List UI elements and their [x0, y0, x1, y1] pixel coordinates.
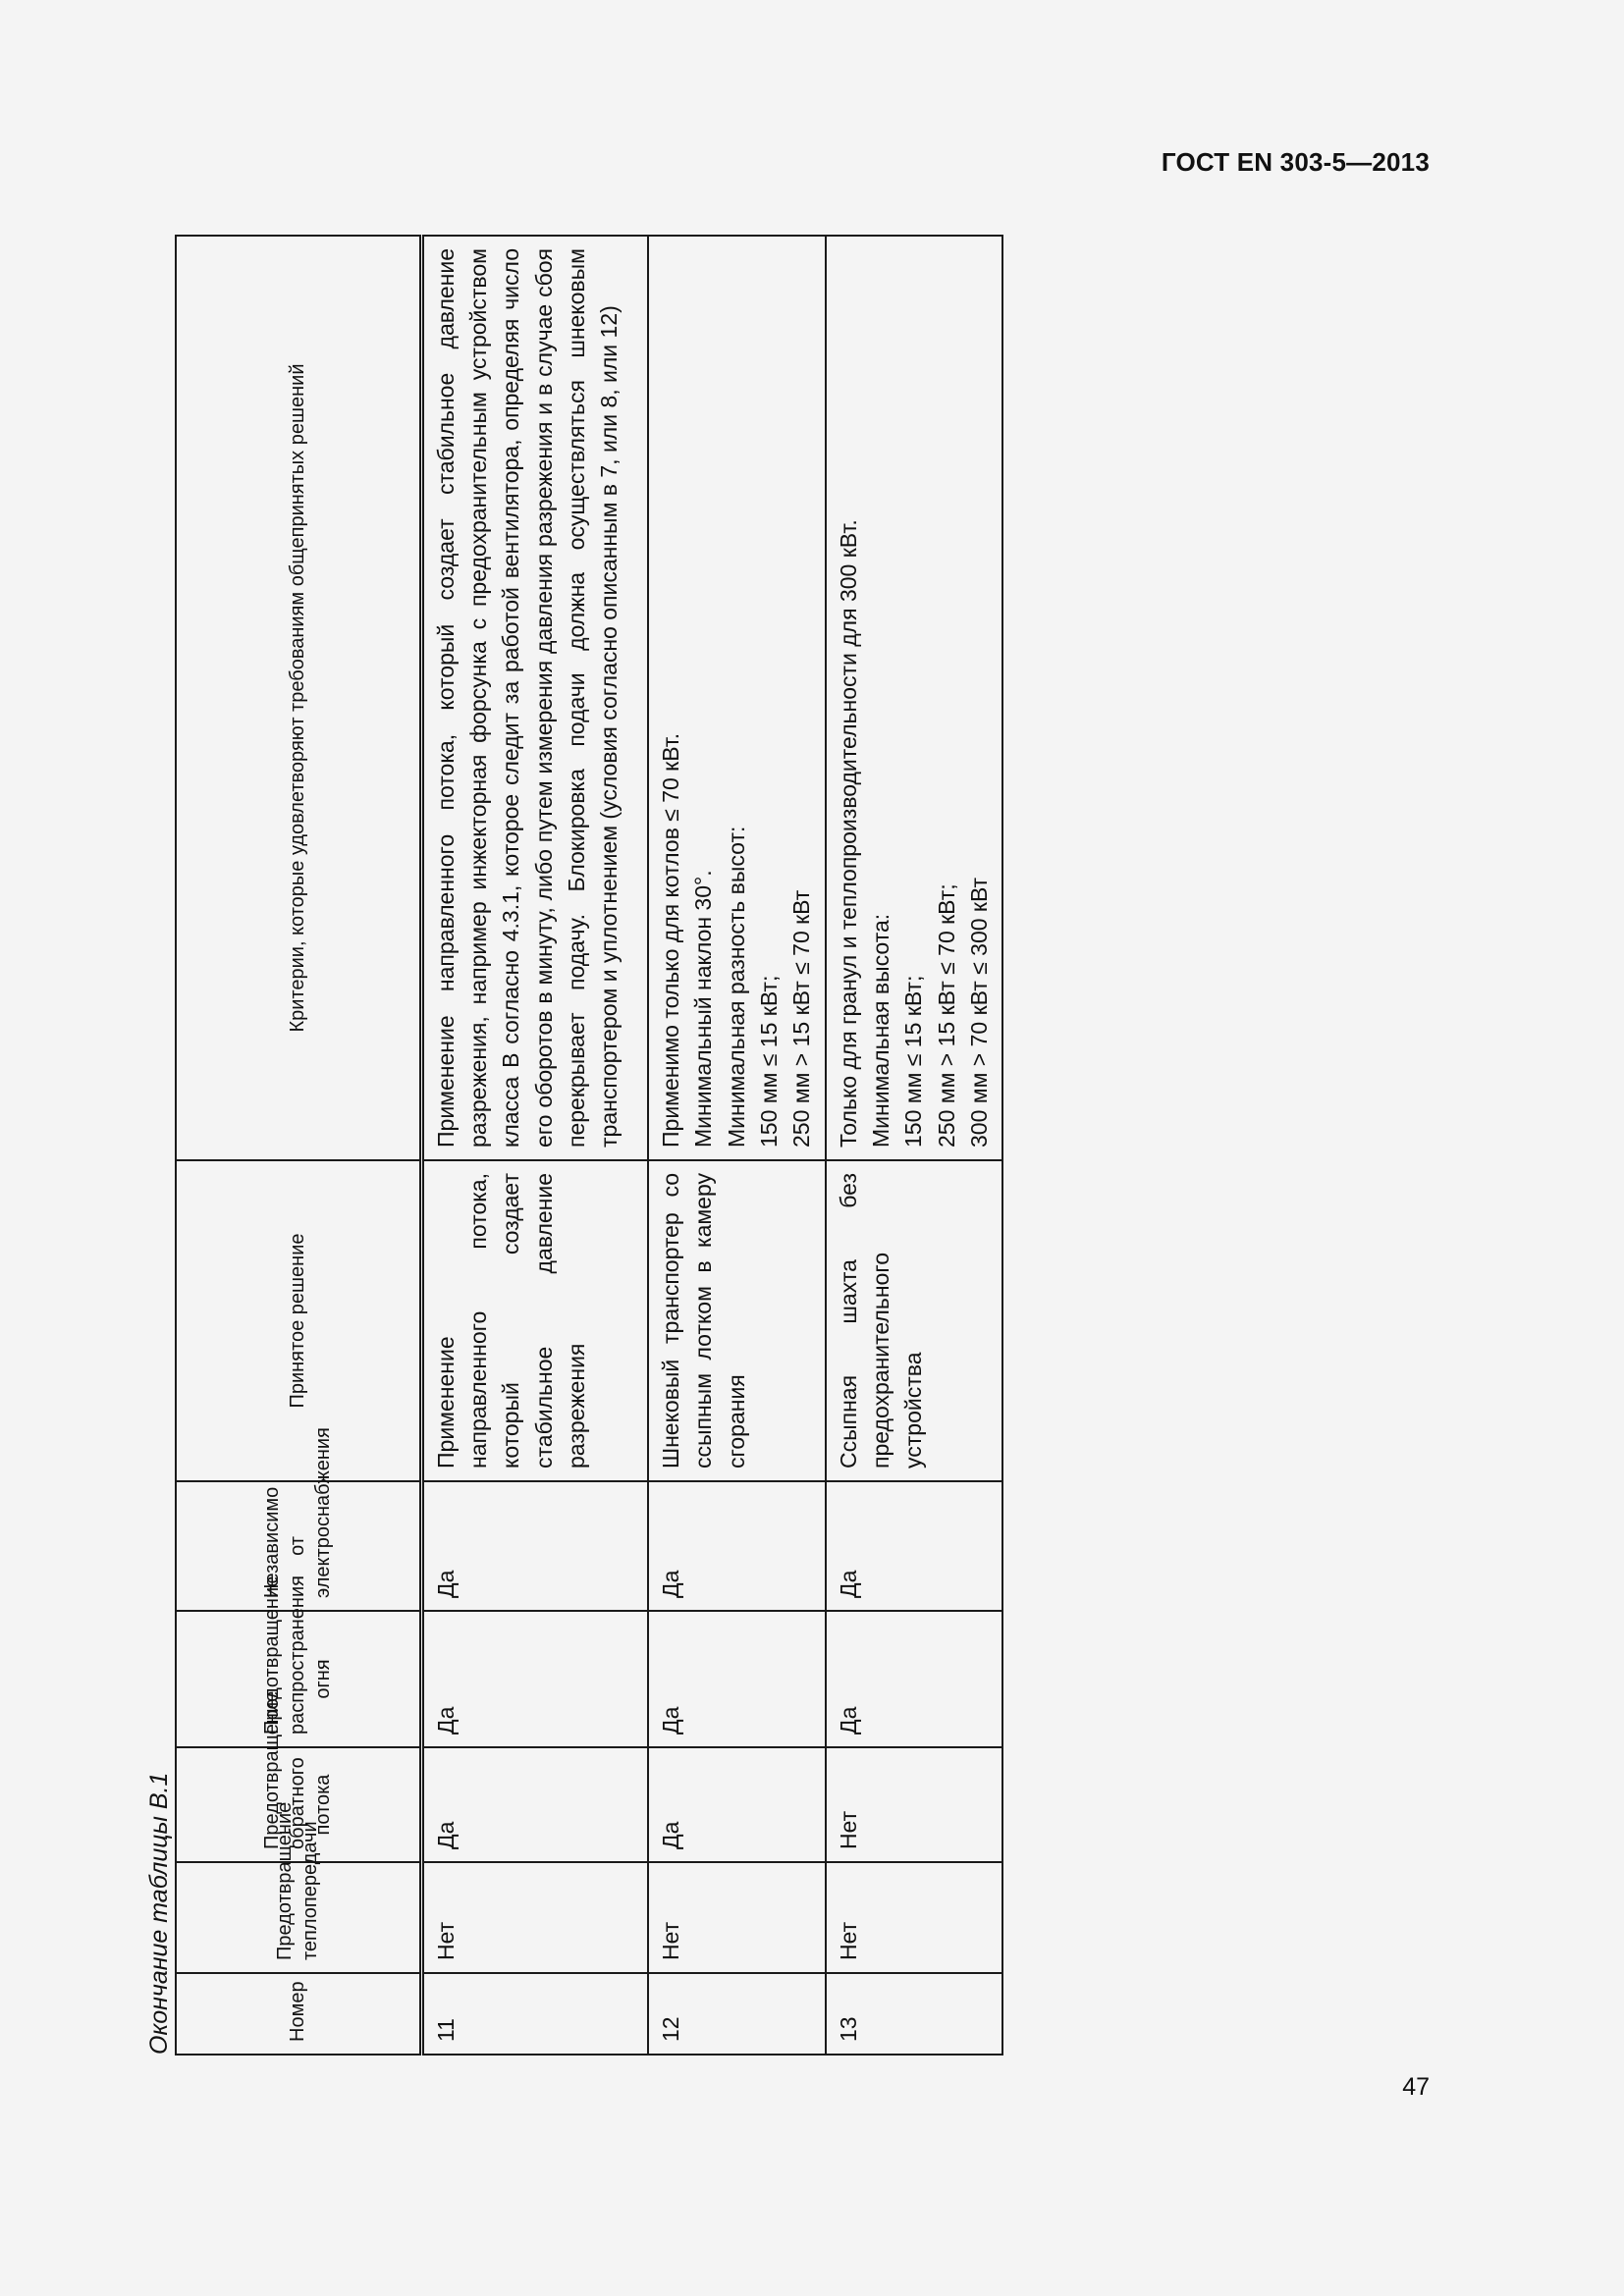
- cell-number: 11: [421, 1973, 648, 2055]
- cell-backflow: Да: [648, 1747, 826, 1862]
- criteria-line: 250 мм > 15 кВт ≤ 70 кВт;: [933, 883, 959, 1148]
- cell-heat-transfer: Нет: [421, 1862, 648, 1973]
- header-backflow: Предотвращение обратного потока: [176, 1747, 421, 1862]
- header-power-independent: Независимо от электроснабжения: [176, 1481, 421, 1611]
- cell-number: 13: [826, 1973, 1003, 2055]
- table-row: [648, 236, 826, 2055]
- criteria-line: Применимо только для котлов ≤ 70 кВт.: [658, 732, 683, 1148]
- cell-power-independent: Да: [421, 1481, 648, 1611]
- header-fire-spread: Предотвращение распространения огня: [176, 1611, 421, 1747]
- cell-backflow: Нет: [826, 1747, 1003, 1862]
- criteria-line: Минимальный наклон 30°.: [690, 870, 717, 1148]
- table-row: [421, 236, 648, 2055]
- cell-heat-transfer: Нет: [826, 1862, 1003, 1973]
- page-number: 47: [1402, 2073, 1430, 2101]
- cell-power-independent: Да: [648, 1481, 826, 1611]
- cell-heat-transfer: Нет: [648, 1862, 826, 1973]
- cell-solution: Ссыпная шахта без предохранительного устройства: [826, 1160, 1003, 1481]
- cell-criteria: [648, 236, 826, 1160]
- cell-number: 12: [648, 1973, 826, 2055]
- cell-solution: Применение направленного потока, который создает стабильное давление разрежения: [421, 1160, 648, 1481]
- cell-fire-spread: Да: [648, 1611, 826, 1747]
- header-number: Номер: [176, 1973, 421, 2055]
- table-caption: Окончание таблицы В.1: [145, 1772, 173, 2055]
- criteria-line: 300 мм > 70 кВт ≤ 300 кВт: [966, 877, 993, 1148]
- cell-power-independent: Да: [826, 1481, 1003, 1611]
- header-criteria: Критерии, которые удовлетворяют требованиям общепринятых решений: [176, 236, 421, 1160]
- cell-criteria: [826, 236, 1003, 1160]
- table-row: [826, 236, 1003, 2055]
- rotated-table-container: [175, 235, 993, 2056]
- cell-fire-spread: Да: [421, 1611, 648, 1747]
- table-header-row: [176, 236, 421, 2055]
- criteria-line: Только для гранул и теплопроизводительности для 300 кВт.: [835, 519, 861, 1148]
- cell-solution: Шнековый транспортер со ссыпным лотком в камеру сгорания: [648, 1160, 826, 1481]
- criteria-line: 150 мм ≤ 15 кВт;: [756, 975, 783, 1148]
- criteria-line: 250 мм > 15 кВт ≤ 70 кВт: [788, 889, 815, 1148]
- criteria-line: 150 мм ≤ 15 кВт;: [900, 975, 927, 1148]
- header-heat-transfer: Предотвращение теплопередачи: [176, 1862, 421, 1973]
- solutions-table: [175, 235, 1003, 2056]
- cell-fire-spread: Да: [826, 1611, 1003, 1747]
- criteria-line: Минимальная разность высот:: [723, 826, 749, 1148]
- cell-criteria: Применение направленного потока, который создает стабильное давление разрежения, например инжекторная форсунка с предохранительным устройством класса В согласно 4.3.1, которое следит за работой вентилятора, определяя число его оборотов в минуту, либо путем измерения давления разрежения и в случае сбоя перекрывает подачу. Блокировка подачи должна осуществляться шнековым транспортером и уплотнением (условия согласно описанным в 7, или 8, или 12): [421, 236, 648, 1160]
- criteria-line: Минимальная высота:: [868, 913, 894, 1148]
- cell-backflow: Да: [421, 1747, 648, 1862]
- standard-designation: ГОСТ EN 303-5—2013: [1161, 147, 1430, 177]
- header-solution: Принятое решение: [176, 1160, 421, 1481]
